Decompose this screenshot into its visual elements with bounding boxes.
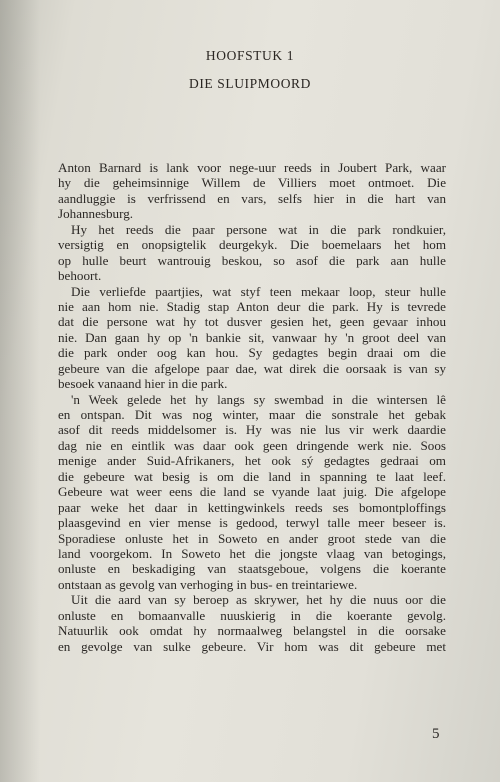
text-line: gebeure van die afgelope paar dae, wat direk die oorsaak is van sy: [58, 360, 446, 376]
text-line: paar weke het daar in kettingwinkels reeds ses bomontploffings: [58, 499, 446, 515]
text-line: besoek vanaand hier in die park.: [58, 376, 228, 392]
text-line: 'n Week gelede het hy langs sy swembad in die wintersen lê: [71, 391, 446, 407]
text-line: Hy het reeds die paar persone wat in die park rondkuier,: [71, 221, 446, 237]
chapter-number: HOOFSTUK 1: [205, 48, 295, 63]
text-line: land voorgekom. In Soweto het die jongste vlaag van betogings,: [58, 545, 446, 561]
chapter-title: DIE SLUIPMOORD: [188, 76, 312, 91]
text-line: dat die persone wat hy tot dusver gesien het, geen gevaar inhou: [58, 314, 446, 330]
text-line: en ontspan. Dit was nog winter, maar die sonstrale het gebak: [58, 407, 446, 422]
text-line: dag nie en eintlik was daar ook geen dringende werk nie. Soos: [58, 437, 446, 453]
text-line: die gebeure wat besig is om die land in spanning te laat leef.: [58, 468, 446, 484]
text-line: plaasgevind en vier mense is gedood, terwyl talle meer beseer is.: [58, 515, 446, 531]
text-line: aandluggie is verfrissend en vars, selfs hier in die hart van: [58, 190, 446, 206]
text-line: nie. Dan gaan hy op 'n bankie sit, vanwaar hy 'n groot deel van: [58, 329, 446, 345]
text-line: nie aan hom nie. Stadig stap Anton deur die park. Hy is tevrede: [58, 298, 446, 314]
text-line: behoort.: [58, 268, 102, 284]
text-line: die park onder oog kan hou. Sy gedagtes begin draai om die: [58, 345, 446, 361]
text-line: versigtig en onopsigtelik deurgekyk. Die boemelaars het hom: [58, 237, 446, 253]
text-line: en gevolge van sulke gebeure. Vir hom was dit gebeure met: [58, 638, 446, 654]
page-number: 5: [432, 726, 440, 742]
text-line: onluste en bomaanvalle nuuskierig in die koerante gevolg.: [58, 607, 446, 623]
text-line: onluste en beskadiging van staatsgeboue, volgens die koerante: [58, 561, 446, 577]
text-line: Anton Barnard is lank voor nege-uur reeds in Joubert Park, waar: [58, 160, 446, 175]
text-line: Johannesburg.: [58, 206, 134, 222]
text-line: Uit die aard van sy beroep as skrywer, het hy die nuus oor die: [71, 592, 446, 608]
text-line: asof dit reeds middelsomer is. Hy was nie lus vir werk daardie: [58, 422, 446, 438]
text-line: Die verliefde paartjies, wat styf teen mekaar loop, steur hulle: [71, 283, 446, 299]
text-line: hy die geheimsinnige Willem de Villiers moet ontmoet. Die: [58, 175, 446, 191]
text-line: Natuurlik ook omdat hy normaalweg belangstel in die oorsake: [58, 623, 446, 639]
text-line: ontstaan as gevolg van verhoging in bus- en treintariewe.: [58, 576, 358, 592]
text-line: menige ander Suid-Afrikaners, het ook sý gedagtes gedraai om: [58, 453, 446, 469]
body-text: [58, 160, 446, 654]
text-line: Gebeure wat weer eens die land se vyande laat juig. Die afgelope: [58, 484, 446, 500]
text-line: Sporadiese onluste het in Soweto en ander groot stede van die: [58, 530, 446, 546]
text-line: op hulle beurt wantrouig beskou, so asof die park aan hulle: [58, 252, 446, 268]
